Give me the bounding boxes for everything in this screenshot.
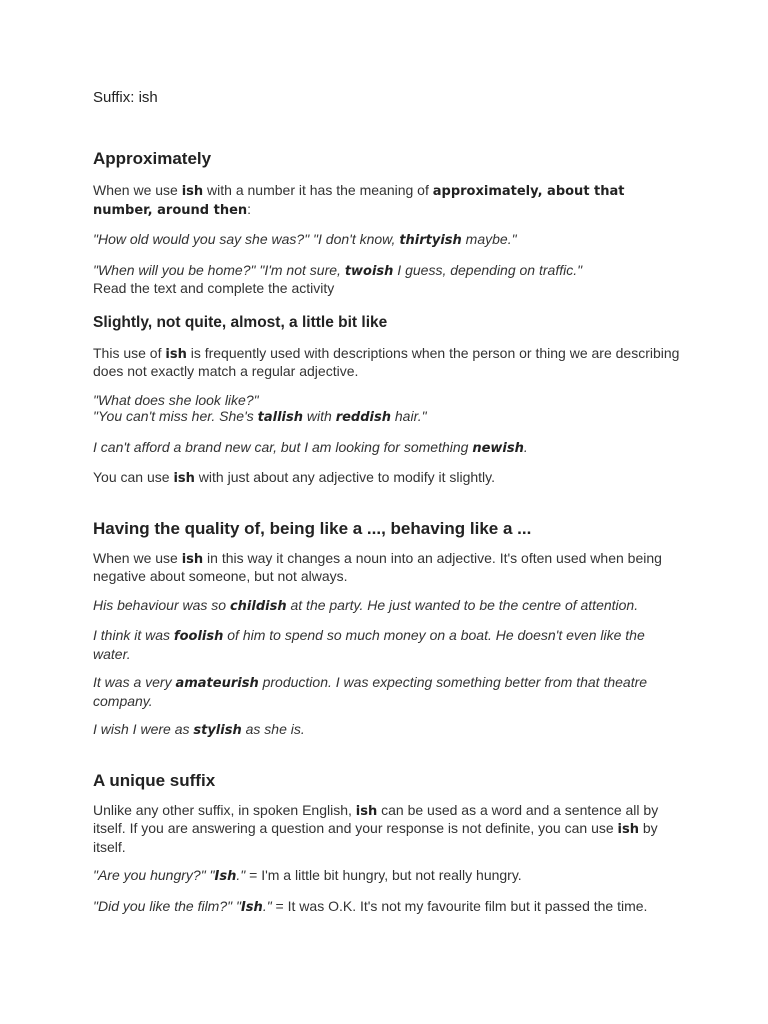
example-twoish: "When will you be home?" "I'm not sure, twoish I guess, depending on traffic." Read the text and complete the activity <box>93 261 583 296</box>
example-thirtyish: "How old would you say she was?" "I don't know, thirtyish maybe." <box>93 231 517 248</box>
example-hungry: "Are you hungry?" "Ish." = I'm a little bit hungry, but not really hungry. <box>93 867 522 884</box>
example-stylish: I wish I were as stylish as she is. <box>93 721 305 738</box>
paragraph-modify: You can use ish with just about any adjective to modify it slightly. <box>93 469 496 486</box>
document-body <box>93 88 683 916</box>
example-tallish: "What does she look like?" "You can't miss her. She's tallish with reddish hair." <box>93 391 427 425</box>
paragraph-approximately: When we use ish with a number it has the meaning of approximately, about that number, around then: <box>93 182 625 218</box>
paragraph-quality: When we use ish in this way it changes a noun into an adjective. It's often used when being negative about someone, but not always. <box>93 549 662 584</box>
paragraph-slightly: This use of ish is frequently used with descriptions when the person or thing we are describing does not exactly match a regular adjective. <box>93 344 680 379</box>
paragraph-unique-suffix: Unlike any other suffix, in spoken English, ish can be used as a word and a sentence all by itself. If you are answering a question and your response is not definite, you can use ish by itself. <box>93 801 659 855</box>
example-newish: I can't afford a brand new car, but I am looking for something newish. <box>93 438 528 456</box>
page-title: Suffix: ish <box>93 89 158 106</box>
example-film: "Did you like the film?" "Ish." = It was O.K. It's not my favourite film but it passed the time. <box>93 897 648 915</box>
heading-unique-suffix: A unique suffix <box>93 770 216 790</box>
example-amateurish: It was a very amateurish production. I was expecting something better from that theatre company. <box>93 674 648 709</box>
heading-quality: Having the quality of, being like a ..., behaving like a ... <box>93 518 532 538</box>
heading-approximately: Approximately <box>93 149 212 168</box>
example-childish: His behaviour was so childish at the party. He just wanted to be the centre of attention. <box>93 596 639 614</box>
example-foolish: I think it was foolish of him to spend so much money on a boat. He doesn't even like the water. <box>93 627 645 662</box>
heading-slightly: Slightly, not quite, almost, a little bit like <box>93 313 388 331</box>
